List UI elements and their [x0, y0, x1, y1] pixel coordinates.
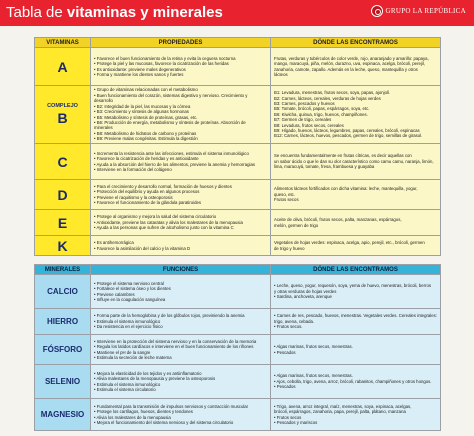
properties-cell — [91, 275, 271, 309]
source-line: B9: Hígado, huevos, lácteos, legumbres, papas, cereales, brócoli, espinacas — [274, 128, 420, 134]
property-line: • Ayuda a la absorción del hierro de los alimentos, previene la anemia y hemorragias — [94, 161, 255, 167]
page-title — [6, 3, 223, 22]
properties-cell — [91, 210, 271, 236]
property-line: • B5: Metabolismo y síntesis de proteínas, grasas, etc. — [94, 114, 198, 120]
title-bold: vitaminas y minerales — [66, 4, 223, 21]
header-minerales: MINERALES — [35, 265, 91, 275]
property-line: • B9: Previene malas congénitas. Estimula la digestión — [94, 136, 198, 142]
source-line: B7: Germen de trigo, cereales — [274, 117, 332, 123]
header-propiedades: PROPIEDADES — [91, 38, 271, 48]
source-line: • Frutos secos — [274, 414, 302, 420]
mineral-name: CALCIO — [47, 287, 78, 296]
vitamin-sublabel: COMPLEJO — [47, 103, 78, 109]
mineral-name: SELENIO — [44, 377, 81, 386]
source-line: • Pescados — [274, 349, 296, 355]
properties-cell — [91, 180, 271, 210]
property-line: • Fortalece el sistema óseo y los dientes — [94, 286, 171, 292]
property-line: minerales — [94, 125, 113, 131]
vitamin-letter: C — [57, 153, 68, 170]
publisher-logo — [371, 5, 466, 17]
source-line: zanahoria, camote, zapallo. Además en la leche, queso, mantequilla y otros — [274, 66, 418, 72]
source-line: • Pescados — [274, 384, 296, 390]
mineral-label — [35, 335, 91, 365]
vitamin-letter: D — [57, 186, 68, 203]
property-line: • Estimula el sistema circulatorio — [94, 386, 156, 392]
properties-cell — [91, 365, 271, 399]
property-line: • Es antihemorrágica — [94, 240, 134, 246]
header-vitaminas: VITAMINAS — [35, 38, 91, 48]
sources-cell — [271, 144, 441, 180]
source-line: B3: Carnes, pescados y huevos — [274, 100, 335, 106]
property-line: • Favorece el funcionamiento de la glándula paratiroides — [94, 199, 202, 205]
sources-cell — [271, 236, 441, 256]
property-line: • Regula los latidos cardíacos e interviene en el buen funcionamiento de los riñones — [94, 344, 254, 350]
source-line: Aceite de oliva, brócoli, frutos secos, palta, manzanas, espárragos, — [274, 217, 402, 223]
vitamin-label — [35, 236, 91, 256]
mineral-row — [35, 275, 441, 309]
source-line: Frutas, verduras y tubérculos de color verde, rojo, anaranjado y amarillo: papaya, — [274, 55, 429, 61]
sources-cell — [271, 365, 441, 399]
source-line: queso, etc. — [274, 191, 296, 197]
publisher-name: GRUPO LA REPÚBLICA — [385, 7, 466, 15]
property-line: • B3: Crecimiento y síntesis de algunas hormonas — [94, 109, 189, 115]
properties-cell — [91, 236, 271, 256]
property-line: • Fundamental para la transmisión de impulsos nerviosos y contracción muscular — [94, 403, 249, 409]
property-line: • Mejora la elasticidad de los tejidos y es antiinflamatorio — [94, 370, 202, 376]
source-line: mango, maracuyá, piña, melón, durazno, uva, espinaca, acelga, brócoli, perejil, — [274, 61, 425, 67]
property-line: • Protege la piel y las mucosas, favorece la cicatrización de las heridas — [94, 61, 229, 67]
source-line: B12: Carnes, lácteos, huevos, pescados, germen de trigo, semillas de girasol. — [274, 133, 423, 139]
title-prefix: Tabla de — [6, 4, 67, 21]
sources-cell — [271, 180, 441, 210]
source-line: un sabor ácido o que le dan su olor característico como camu camu, naranja, limón, — [274, 158, 434, 164]
property-line: • Estimula el sistema inmunológico — [94, 318, 161, 324]
property-line: • Mejora el funcionamiento del sistema nervioso y del sistema circulatorio — [94, 419, 234, 425]
header-donde-min: DÓNDE LAS ENCONTRAMOS — [271, 265, 441, 275]
source-line: • Sardina, anchoveta, arenque — [274, 294, 332, 300]
mineral-name: HIERRO — [46, 317, 79, 326]
properties-cell — [91, 335, 271, 365]
minerals-table — [34, 264, 441, 431]
sources-cell — [271, 48, 441, 86]
mineral-name: FÓSFORO — [42, 345, 83, 354]
property-line: desarrollo — [94, 98, 113, 104]
source-line: B2: Carnes, lácteos, cereales, verduras de hojas verdes — [274, 95, 381, 101]
property-line: • Protección del equilibrio y ayuda en algunos procesos — [94, 189, 200, 195]
seal-icon — [371, 5, 383, 17]
property-line: • B2: Integridad de la piel, las mucosas y la córnea — [94, 103, 191, 109]
property-line: • Interviene en la formación del colágeno — [94, 166, 172, 172]
source-line: Frutos secos — [274, 197, 299, 203]
vitamin-label — [35, 86, 91, 144]
source-line: B8: Levadura, frutos secos, cereales — [274, 122, 344, 128]
sources-cell — [271, 275, 441, 309]
sources-cell — [271, 399, 441, 431]
sources-cell — [271, 309, 441, 335]
vitamin-letter: K — [57, 237, 68, 254]
vitamin-letter: B — [57, 110, 68, 126]
source-line: • Pescados y mariscos — [274, 419, 318, 425]
property-line: • Buen funcionamiento del corazón, sistemas digestivo y nervioso. Crecimiento y — [94, 92, 248, 98]
source-line: trigo, avena, cebada. — [274, 318, 315, 324]
mineral-label — [35, 399, 91, 431]
vitamin-label — [35, 210, 91, 236]
properties-cell — [91, 309, 271, 335]
property-line: • Interviene en la protección del sistema nervioso y en la conservación de la memoria — [94, 338, 257, 344]
source-line: lácteos — [274, 71, 288, 77]
source-line: lima, maracuyá, tomate, fresa, frambuesa y guayaba — [274, 164, 375, 170]
source-line: B5: Tomate, brócoli, papas, espárragos, soya, etc. — [274, 106, 370, 112]
property-line: • Ayuda a las personas que sufren de alcoholismo junto con la vitamina C — [94, 225, 234, 231]
source-line: • Trigo, avena, arroz integral, maíz, menestras, soya, espinaca, acelgas, — [274, 403, 412, 409]
property-line: • B6: Producción de energía, metabolismo y síntesis de proteínas. Absorción de — [94, 119, 246, 125]
mineral-label — [35, 365, 91, 399]
sources-cell — [271, 210, 441, 236]
header-funciones: FUNCIONES — [91, 265, 271, 275]
mineral-label — [35, 275, 91, 309]
source-line: B1: Levadura, menestras, frutos secos, soya, papas, ajonjolí. — [274, 90, 391, 96]
property-line: • Mantiene el pH de la sangre — [94, 349, 151, 355]
vitamins-table — [34, 37, 441, 256]
property-line: • Para el crecimiento y desarrollo normal, formación de huesos y dientes — [94, 183, 232, 189]
vitamin-row — [35, 236, 441, 256]
property-line: • Favorece la cicatrización de heridas y es antioxidante — [94, 156, 199, 162]
property-line: • B8: Metabolismo de hidratos de carbono y proteínas — [94, 130, 197, 136]
sources-cell — [271, 86, 441, 144]
source-line: B6: Kiwicha, quinua, trigo, huevos, champiñones. — [274, 111, 368, 117]
mineral-row — [35, 365, 441, 399]
property-line: • Antioxidante, previene las cataratas y alivia los malestares de la menopausia — [94, 219, 243, 225]
header-bar — [0, 0, 474, 26]
property-line: • Favorece la asimilación del calcio y la vitamina D — [94, 245, 191, 251]
mineral-row — [35, 335, 441, 365]
property-line: • Protege al organismo y mejora la salud del sistema circulatorio — [94, 214, 217, 220]
properties-cell — [91, 48, 271, 86]
mineral-label — [35, 309, 91, 335]
vitamin-row — [35, 210, 441, 236]
source-line: de trigo y huevo — [274, 245, 305, 251]
property-line: • Alivia los malestares de la menopausia — [94, 414, 171, 420]
vitamin-letter: A — [57, 58, 68, 75]
vitamin-row — [35, 86, 441, 144]
property-line: • Estimula el sistema inmunológico — [94, 381, 161, 387]
mineral-name: MAGNESIO — [40, 410, 85, 419]
property-line: • Forma parte de la hemoglobina y de los glóbulos rojos, previniendo la anemia — [94, 313, 245, 319]
source-line: • Algas marinas, frutos secos, menestras. — [274, 344, 353, 350]
source-line: brócoli, espárragos, zanahoria, papa, perejil, palta, plátano, manzana — [274, 409, 406, 415]
property-line: • Estimula la secreción de leche materna — [94, 354, 172, 360]
property-line: • Da resistencia en el ejercicio físico — [94, 324, 163, 330]
source-line: Vegetales de hojas verdes: espinaca, acelga, apio, perejil, etc., brócoli, germen — [274, 240, 425, 246]
property-line: • Es antioxidante: previene males degenerativos — [94, 66, 186, 72]
source-line: • Algas marinas, frutos secos, menestras. — [274, 373, 353, 379]
property-line: • Favorece el buen funcionamiento de la retina y evita la ceguera nocturna — [94, 55, 236, 61]
minerals-header-row — [35, 265, 441, 275]
source-line: Se encuentra fundamentalmente en frutas cítricas, es decir aquellas con — [274, 153, 412, 159]
property-line: • Alivia malestares de la menopausia y previene la osteoporosis — [94, 376, 216, 382]
vitamin-row — [35, 48, 441, 86]
header-donde: DÓNDE LAS ENCONTRAMOS — [271, 38, 441, 48]
property-line: • Influye en la coagulación sanguínea — [94, 296, 166, 302]
properties-cell — [91, 144, 271, 180]
properties-cell — [91, 399, 271, 431]
property-line: • Incrementa la resistencia ante las infecciones, estimula el sistema inmunológico — [94, 150, 249, 156]
sources-cell — [271, 335, 441, 365]
vitamin-label — [35, 180, 91, 210]
source-line: melón, germen de trigo — [274, 222, 319, 228]
source-line: y otras verduras de hojas verdes — [274, 288, 337, 294]
source-line: Alimentos lácteos fortificados con dicha vitamina: leche, mantequilla, yogur, — [274, 186, 418, 192]
property-line: • Previene calambres — [94, 291, 135, 297]
source-line: • Ajos, cebolla, trigo, avena, arroz, brócoli, rabanitos, champiñones y otros hongos. — [274, 378, 432, 384]
vitamin-label — [35, 144, 91, 180]
mineral-row — [35, 309, 441, 335]
property-line: • Protege el sistema nervioso central — [94, 280, 164, 286]
source-line: • Carnes de res, pescado, huevos, menestras. Vegetales verdes. Cereales integrales: — [274, 313, 437, 319]
properties-cell — [91, 86, 271, 144]
vitamin-row — [35, 144, 441, 180]
property-line: • Forma y mantiene los dientes sanos y fuertes — [94, 71, 184, 77]
property-line: • Grupo de vitaminas relacionadas con el metabolismo — [94, 87, 198, 93]
source-line: • Leche, queso, yogur, requesón, soya, yema de huevo, menestras, brócoli, berros — [274, 283, 431, 289]
source-line: • Frutos secos. — [274, 324, 303, 330]
mineral-row — [35, 399, 441, 431]
property-line: • Previene el raquitismo y la osteoporosis — [94, 194, 173, 200]
vitamin-row — [35, 180, 441, 210]
property-line: • Protege los cartílagos, huesos, dientes y tendones — [94, 409, 193, 415]
vitamins-header-row — [35, 38, 441, 48]
vitamin-letter: E — [57, 214, 68, 231]
vitamin-label — [35, 48, 91, 86]
